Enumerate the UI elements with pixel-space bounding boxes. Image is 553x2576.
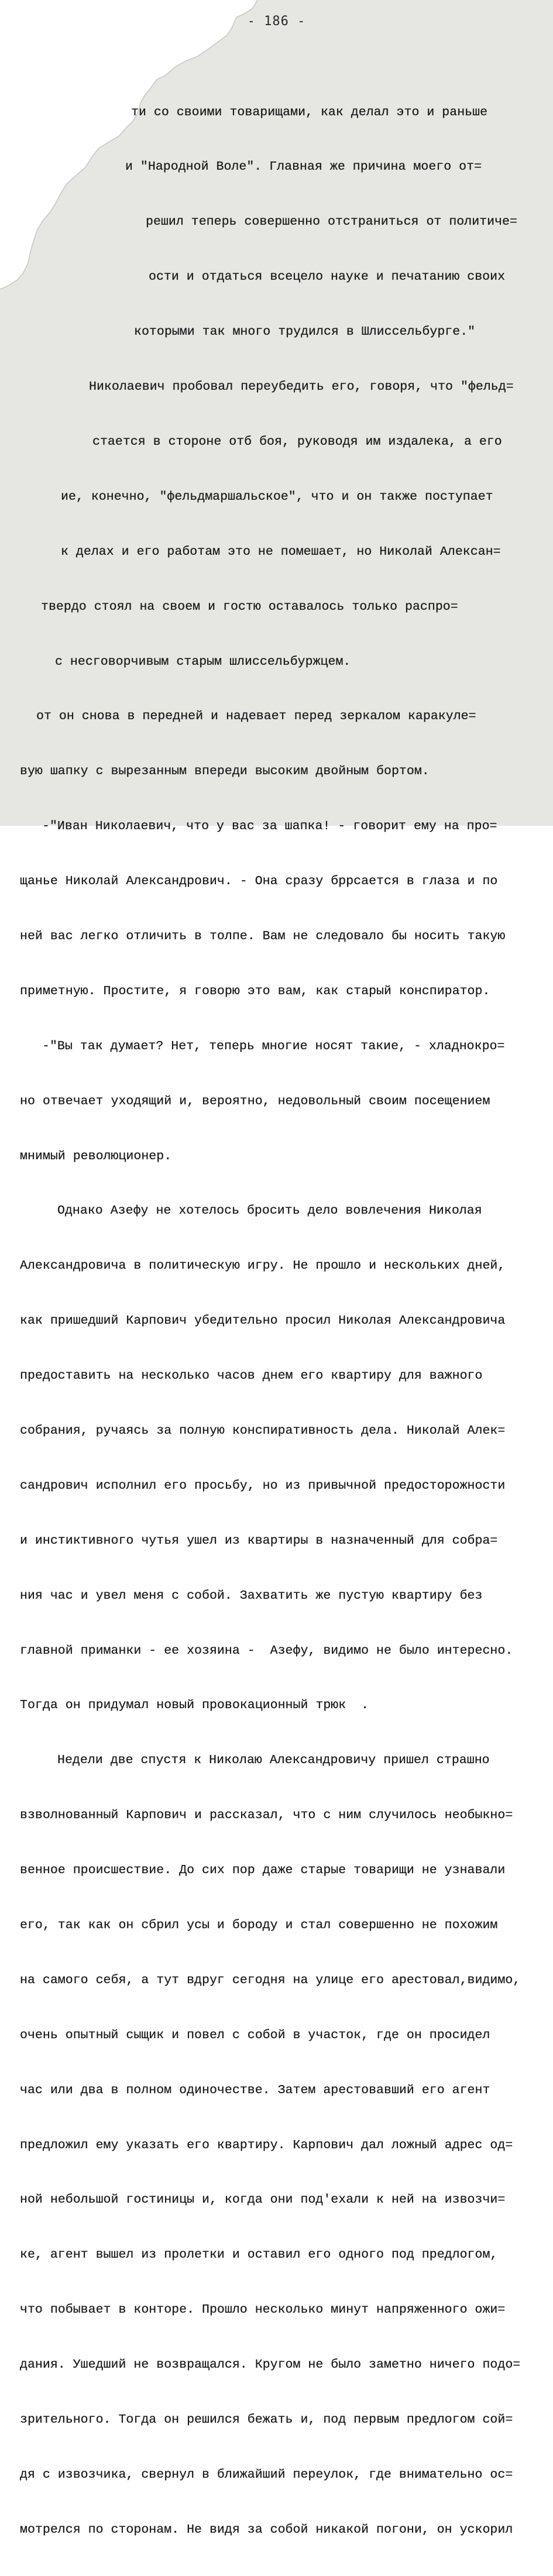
text-line: дания. Ушедший не возвращался. Кругом не было заметно ничего подо=: [20, 2358, 521, 2372]
text-line: Недели две спустя к Николаю Александровичу пришел страшно: [57, 1753, 490, 1768]
text-line: от он снова в передней и надевает перед зеркалом каракуле=: [36, 709, 476, 724]
text-line: ней вас легко отличить в толпе. Вам не следовало бы носить такую: [20, 929, 506, 943]
text-line: решил теперь совершенно отстраниться от политиче=: [146, 215, 517, 229]
text-line: Николаевич пробовал переубедить его, говоря, что "фельд=: [89, 380, 514, 394]
text-line: вую шапку с вырезанным впереди высоким двойным бортом.: [20, 764, 430, 779]
text-line: зрительного. Тогда он решился бежать и, под первым предлогом сой=: [20, 2413, 513, 2427]
text-line: его, так как он сбрил усы и бороду и стал совершенно не похожим: [20, 1918, 498, 1932]
text-line: ния час и увел меня с собой. Захватить же пустую квартиру без: [20, 1588, 483, 1603]
text-line: -"Иван Николаевич, что у вас за шапка! - говорит ему на про=: [42, 819, 497, 834]
text-line: час или два в полном одиночестве. Затем арестовавший его агент: [20, 2083, 490, 2097]
text-line: что побывает в конторе. Прошло несколько минут напряженного ожи=: [20, 2303, 506, 2317]
text-line: главной приманки - ее хозяина - Азефу, видимо не было интересно.: [20, 1643, 513, 1658]
text-line: которыми так много трудился в Шлиссельбурге.": [134, 325, 476, 339]
text-line: предоставить на несколько часов днем его квартиру для важного: [20, 1369, 483, 1383]
text-line: дя с извозчика, свернул в ближайший переулок, где внимательно ос=: [20, 2467, 513, 2482]
text-line: ной небольшой гостиницы и, когда они под'ехали к ней на извозчи=: [20, 2193, 506, 2207]
text-line: ти со своими товарищами, как делал это и раньше: [131, 105, 488, 119]
text-line: и инстиктивного чутья ушел из квартиры в назначенный для собра=: [20, 1533, 498, 1548]
text-line: Тогда он придумал новый провокационный трюк .: [20, 1698, 369, 1713]
text-line: Александровича в политическую игру. Не прошло и нескольких дней,: [20, 1259, 506, 1273]
typewritten-text: [20, 67, 535, 2576]
text-line: ости и отдаться всецело науке и печатанию своих: [149, 270, 506, 284]
text-line: мотрелся по сторонам. Не видя за собой никакой погони, он ускорил: [20, 2522, 513, 2537]
text-line: и "Народной Воле". Главная же причина моего от=: [125, 160, 482, 174]
text-line: щанье Николай Александрович. - Она сразу брpсается в глаза и по: [20, 874, 498, 889]
text-line: собрания, ручаясь за полную конспиративность дела. Николай Алек=: [20, 1423, 506, 1438]
text-line: твердо стоял на своем и гостю оставалось только распро=: [41, 599, 458, 614]
text-line: -"Вы так думает? Нет, теперь многие носят такие, - хладнокро=: [42, 1039, 505, 1053]
text-line: очень опытный сыщик и повел с собой в участок, где он просидел: [20, 2028, 490, 2042]
text-line: к делах и его работам это не помешает, но Николай Алексан=: [61, 544, 501, 559]
text-line: Однако Азефу не хотелось бросить дело вовлечения Николая: [57, 1204, 482, 1218]
text-line: как пришедший Карпович убедительно просил Николая Александровича: [20, 1314, 506, 1328]
text-line: венное происшествие. До сих пор даже старые товарищи не узнавали: [20, 1863, 506, 1878]
text-line: стается в стороне отб боя, руководя им издалека, а его: [92, 434, 502, 449]
text-line: взволнованный Карпович и рассказал, что с ним случилось необыкно=: [20, 1808, 513, 1823]
text-line: предложил ему указать его квартиру. Карпович дал ложный адрес од=: [20, 2138, 513, 2152]
text-line: приметную. Простите, я говорю это вам, как старый конспиратор.: [20, 984, 490, 998]
text-line: мнимый революционер.: [20, 1149, 172, 1163]
text-line: с несговорчивым старым шлиссельбуржцем.: [55, 654, 351, 669]
text-line: но отвечает уходящий и, вероятно, недовольный своим посещением: [20, 1094, 490, 1108]
page-number: - 186 -: [247, 14, 306, 29]
text-line: ие, конечно, "фельдмаршальское", что и он также поступает: [61, 489, 493, 504]
text-line: ке, агент вышел из пролетки и оставил его одного под предлогом,: [20, 2248, 498, 2262]
text-line: сандрович исполнил его просьбу, но из привычной предосторожности: [20, 1478, 506, 1493]
text-line: на самого себя, а тут вдруг сегодня на улице его арестовал,видимо,: [20, 1973, 521, 1987]
